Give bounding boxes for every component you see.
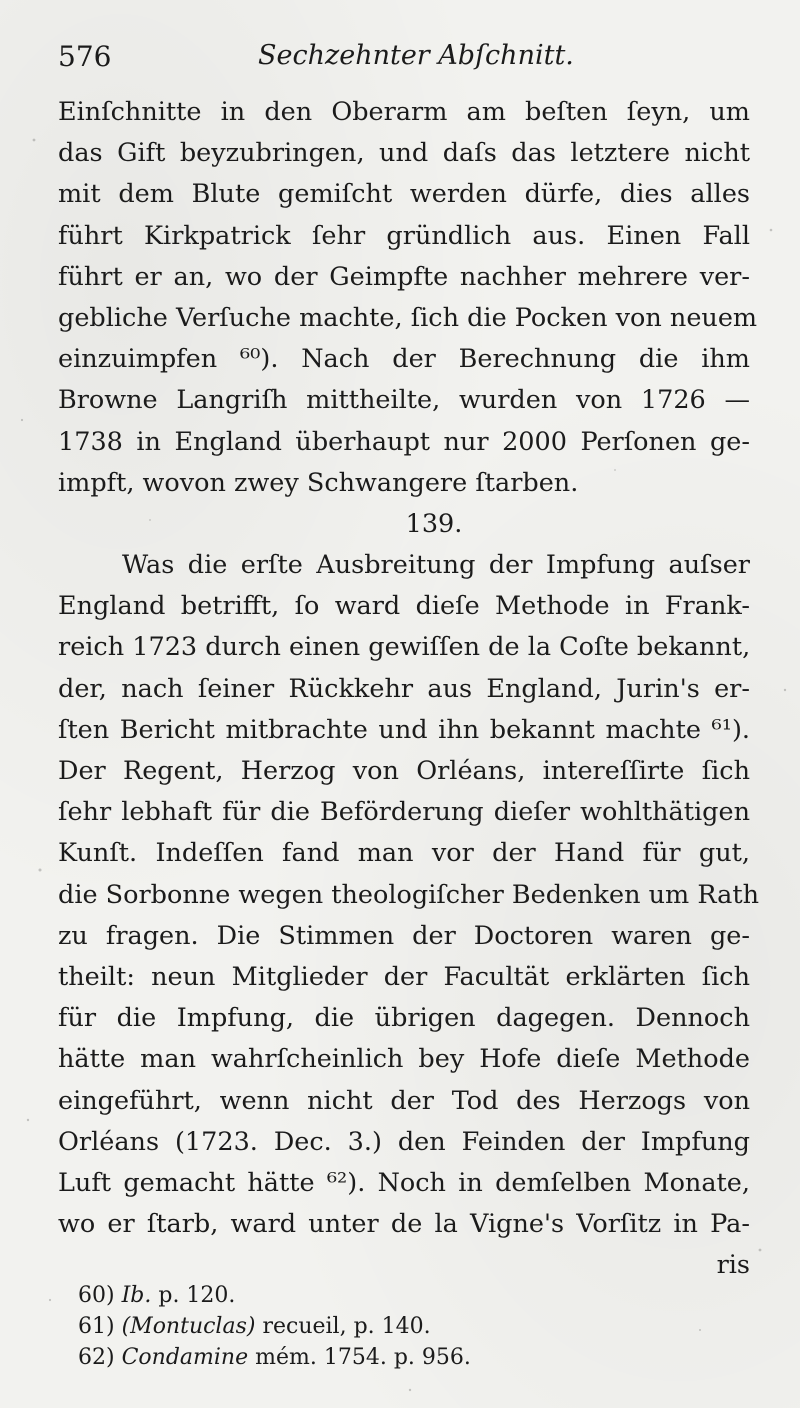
text-line: führt er an, wo der Geimpfte nachher mehrere ver- [58,261,750,292]
text-line: impft, wovon zwey Schwangere ſtarben. [58,467,579,498]
text-line: Kunſt. Indeſſen fand man vor der Hand für gut, [58,838,750,869]
text-line: Orléans (1723. Dec. 3.) den Feinden der Impfung [58,1126,750,1157]
footnote-text: p. 120. [158,1283,236,1308]
footnote [78,1342,638,1373]
text-line: das Gift beyzubringen, und daſs das letztere nicht [58,138,750,169]
footnote-source: Condamine [121,1345,249,1370]
paragraph-continuation [58,92,758,504]
text-line: führt Kirkpatrick ſehr gründlich aus. Einen Fall [58,220,750,251]
section-title: Sechzehnter Abſchnitt. [258,40,574,71]
text-line: einzuimpfen ⁶⁰). Nach der Berechnung die ihm [58,344,750,375]
text-line: ſehr lebhaft für die Beförderung dieſer wohlthätigen [58,797,750,828]
footnote [78,1311,638,1342]
text-line: wo er ſtarb, ward unter de la Vigne's Vorſitz in Pa- [58,1209,750,1240]
text-line: Der Regent, Herzog von Orléans, intereſſirte ſich [58,756,750,786]
text-line: die Sorbonne wegen theologiſcher Bedenken um Rath [58,879,760,910]
footnote-number: 61) [78,1314,115,1339]
footnote-number: 62) [78,1345,115,1370]
text-line: reich 1723 durch einen gewiſſen de la Coſte bekannt, [58,632,751,663]
section-number: 139. [405,508,463,539]
text-line: Einſchnitte in den Oberarm am beſten ſeyn, um [58,97,750,127]
footnote [78,1280,638,1311]
catchword: ris [716,1250,750,1281]
footnote-text: mém. 1754. p. 956. [255,1345,471,1370]
text-line: Browne Langriſh mittheilte, wurden von 1726 — [58,385,750,416]
paragraph-section-139 [58,545,760,1286]
footnote-number: 60) [78,1283,115,1308]
text-line: eingeführt, wenn nicht der Tod des Herzogs von [58,1085,750,1116]
text-line: Was die erſte Ausbreitung der Impfung auſser [122,550,750,581]
text-line: Luft gemacht hätte ⁶²). Noch in demſelben Monate, [58,1167,750,1198]
text-line: 1738 in England überhaupt nur 2000 Perſonen ge- [58,426,750,457]
footnote-text: recueil, p. 140. [262,1314,431,1339]
footnotes [78,1280,638,1373]
text-line: theilt: neun Mitglieder der Facultät erklärten ſich [58,961,750,992]
text-line: der, nach ſeiner Rückkehr aus England, Jurin's er- [58,673,750,704]
page-number: 576 [58,40,112,73]
text-line: gebliche Verſuche machte, ſich die Pocken von neuem [58,302,758,333]
text-line: für die Impfung, die übrigen dagegen. Dennoch [58,1003,750,1034]
running-head [58,40,760,80]
text-line: hätte man wahrſcheinlich bey Hofe dieſe Methode [58,1044,750,1075]
footnote-source: (Montuclas) [121,1314,256,1339]
body-text [58,92,760,1286]
text-line: mit dem Blute gemiſcht werden dürfe, dies alles [58,179,750,210]
footnote-source: Ib. [121,1283,152,1308]
text-line: zu fragen. Die Stimmen der Doctoren waren ge- [58,920,750,951]
text-line: ſten Bericht mitbrachte und ihn bekannt machte ⁶¹). [58,714,750,745]
text-line: England betrifft, ſo ward dieſe Methode in Frank- [58,591,750,622]
